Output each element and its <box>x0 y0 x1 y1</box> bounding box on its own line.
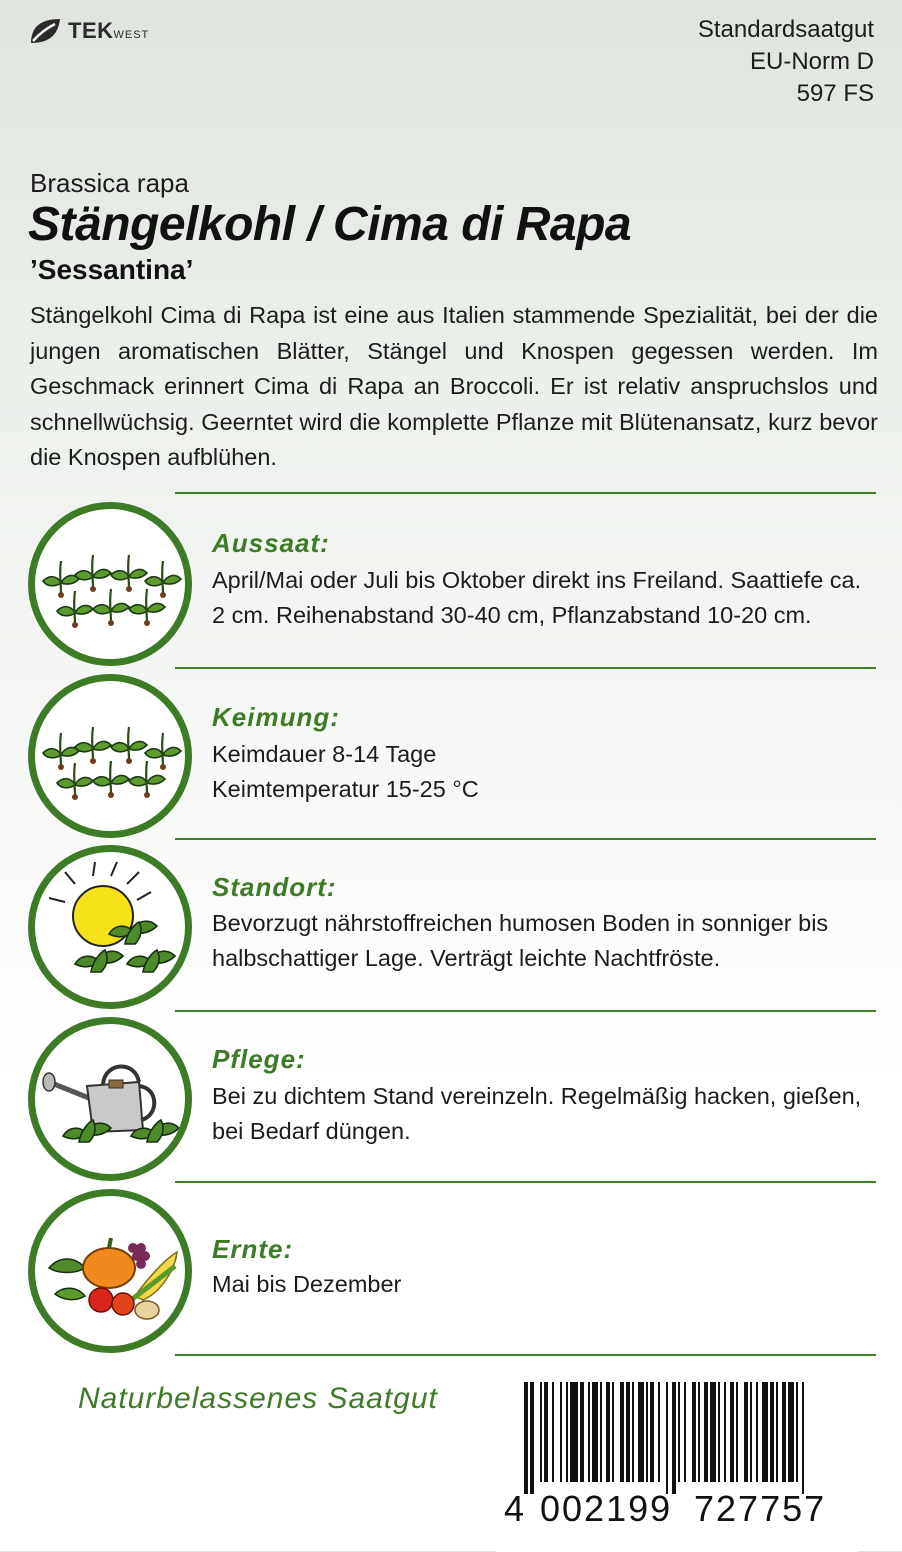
watering-can-icon <box>28 1017 192 1181</box>
barcode-bar <box>560 1382 562 1482</box>
barcode-bar <box>710 1382 716 1482</box>
section-text-aussaat: April/Mai oder Juli bis Oktober direkt ins Freiland. Saattiefe ca. 2 cm. Reihenabstand 30-40 cm, Pflanzabstand 10-20 cm. <box>212 567 862 628</box>
variety-name: ’Sessantina’ <box>30 254 194 285</box>
barcode-first-digit: 4 <box>504 1488 525 1529</box>
product-title: Stängelkohl / Cima di Rapa <box>28 198 632 251</box>
latin-name: Brassica rapa <box>30 168 189 198</box>
germination-duration: Keimdauer 8-14 Tage <box>212 741 437 767</box>
barcode-bar <box>724 1382 726 1482</box>
brand-name: TEKWEST <box>68 18 150 43</box>
section-title-standort: Standort: <box>212 872 337 902</box>
barcode-bar <box>678 1382 680 1482</box>
divider <box>175 667 876 669</box>
barcode-bar <box>750 1382 752 1482</box>
section-text-pflege: Bei zu dichtem Stand vereinzeln. Regelmäßig hacken, gießen, bei Bedarf düngen. <box>212 1083 862 1144</box>
barcode-bar <box>672 1382 676 1494</box>
barcode-bar <box>600 1382 602 1482</box>
section-title-pflege: Pflege: <box>212 1044 306 1074</box>
harvest-vegetables-icon <box>28 1189 192 1353</box>
sun-plants-icon <box>28 845 192 1009</box>
barcode-bar <box>620 1382 624 1482</box>
barcode-bar <box>796 1382 798 1482</box>
barcode-bar <box>540 1382 542 1482</box>
barcode-bar <box>544 1382 548 1482</box>
barcode-bar <box>592 1382 598 1482</box>
barcode-group-2: 727757 <box>694 1488 827 1529</box>
barcode-bar <box>606 1382 610 1482</box>
tagline: Naturbelassenes Saatgut <box>78 1382 438 1415</box>
barcode-bar <box>552 1382 554 1482</box>
divider <box>175 838 876 840</box>
barcode-bar <box>626 1382 630 1482</box>
barcode-bar <box>788 1382 794 1482</box>
barcode-bar <box>776 1382 778 1482</box>
barcode-bar <box>588 1382 590 1482</box>
divider <box>175 492 876 494</box>
barcode-bar <box>530 1382 534 1494</box>
barcode-bar <box>718 1382 720 1482</box>
barcode-bar <box>704 1382 708 1482</box>
germination-temperature: Keimtemperatur 15-25 °C <box>212 776 479 802</box>
seedlings-icon <box>28 502 192 666</box>
section-text-keimung <box>212 737 872 807</box>
barcode-bar <box>736 1382 738 1482</box>
barcode-bar <box>684 1382 686 1482</box>
barcode-bar <box>802 1382 804 1494</box>
barcode-bar <box>646 1382 648 1482</box>
product-description: Stängelkohl Cima di Rapa ist eine aus Italien stammende Spezialität, bei der die jungen aromatischen Blätter, Stängel und Knospen gegessen werden. Im Geschmack erinnert Cima di Rapa an Broccoli. Er ist relativ anspruchslos und schnellwüchsig. Geerntet wird die komplette Pflanze mit Blütenansatz, kurz bevor die Knospen aufblühen. <box>30 302 878 470</box>
barcode-bar <box>744 1382 748 1482</box>
barcode-bar <box>580 1382 584 1482</box>
barcode-bar <box>612 1382 614 1482</box>
standard-line-3: 597 FS <box>796 80 874 107</box>
section-title-aussaat: Aussaat: <box>212 528 330 558</box>
seedlings-icon <box>28 674 192 838</box>
divider <box>175 1010 876 1012</box>
barcode-bar <box>698 1382 700 1482</box>
divider <box>175 1181 876 1183</box>
barcode-group-1: 002199 <box>540 1488 673 1529</box>
standard-info <box>698 14 874 110</box>
barcode-bar <box>762 1382 768 1482</box>
barcode-bar <box>730 1382 734 1482</box>
standard-line-1: Standardsaatgut <box>697 16 874 43</box>
barcode <box>524 1382 838 1494</box>
section-text-standort: Bevorzugt nährstoffreichen humosen Boden in sonniger bis halbschattiger Lage. Verträgt leichte Nachtfröste. <box>212 910 829 971</box>
section-text-ernte: Mai bis Dezember <box>212 1271 402 1297</box>
barcode-bar <box>666 1382 668 1494</box>
divider <box>175 1354 876 1356</box>
standard-line-2: EU-Norm D <box>750 48 874 75</box>
barcode-bar <box>658 1382 660 1482</box>
barcode-bar <box>566 1382 568 1482</box>
barcode-bar <box>632 1382 634 1482</box>
barcode-bar <box>524 1382 528 1494</box>
section-title-ernte: Ernte: <box>212 1234 294 1264</box>
barcode-bar <box>638 1382 644 1482</box>
section-title-keimung: Keimung: <box>212 702 340 732</box>
barcode-bar <box>692 1382 696 1482</box>
barcode-bar <box>770 1382 774 1482</box>
barcode-bar <box>756 1382 758 1482</box>
barcode-bar <box>782 1382 786 1482</box>
leaf-icon <box>28 16 62 46</box>
barcode-bar <box>650 1382 654 1482</box>
brand-logo <box>28 16 149 46</box>
barcode-bar <box>570 1382 578 1482</box>
